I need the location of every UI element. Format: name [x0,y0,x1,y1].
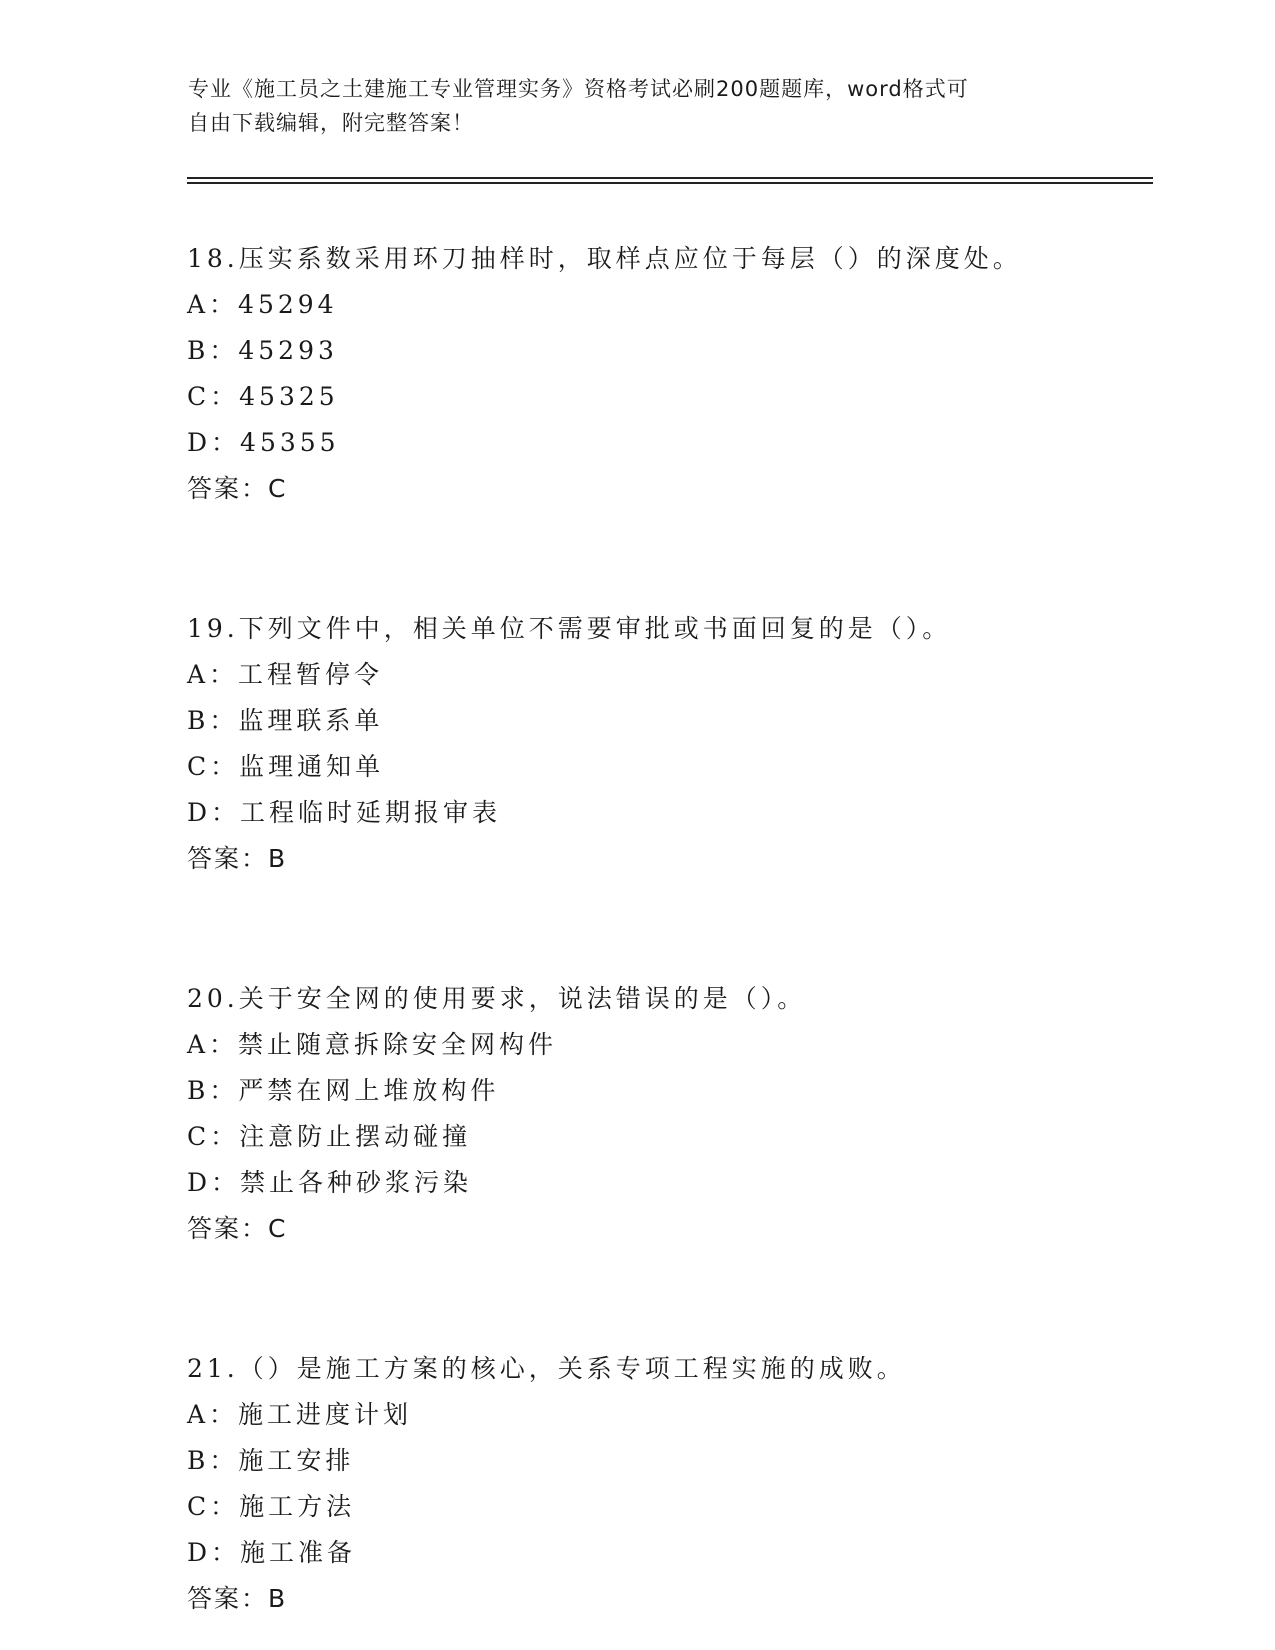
option-d: D：45355 [187,428,340,457]
question-21 [187,1346,1147,1622]
option-d: D：施工准备 [187,1538,357,1567]
option-a: A：禁止随意拆除安全网构件 [187,1030,558,1059]
header-line-2: 自由下载编辑，附完整答案！ [188,111,474,135]
question-title: 18.压实系数采用环刀抽样时，取样点应位于每层（）的深度处。 [187,244,1022,273]
question-19 [187,606,1147,882]
option-b: B：45293 [187,336,338,365]
question-list [187,236,1147,1622]
option-a: A：施工进度计划 [187,1400,413,1429]
header-rule-bottom [187,182,1153,184]
option-c: C：施工方法 [187,1492,356,1521]
question-18 [187,236,1147,512]
option-c: C：45325 [187,382,339,411]
option-a: A：工程暂停令 [187,660,384,689]
question-20 [187,976,1147,1252]
document-header [188,72,1088,140]
option-b: B：监理联系单 [187,706,384,735]
question-title: 21.（）是施工方案的核心，关系专项工程实施的成败。 [187,1354,906,1383]
option-a: A：45294 [187,290,338,319]
option-c: C：监理通知单 [187,752,385,781]
answer: 答案：C [187,474,288,503]
option-d: D：工程临时延期报审表 [187,798,502,827]
answer: 答案：B [187,1584,288,1613]
header-rule-top [187,177,1153,179]
option-d: D：禁止各种砂浆污染 [187,1168,473,1197]
header-line-1: 专业《施工员之土建施工专业管理实务》资格考试必刷200题题库，word格式可 [188,77,969,101]
option-b: B：施工安排 [187,1446,355,1475]
question-title: 19.下列文件中，相关单位不需要审批或书面回复的是（）。 [187,614,952,643]
answer: 答案：C [187,1214,288,1243]
option-c: C：注意防止摆动碰撞 [187,1122,472,1151]
answer: 答案：B [187,844,288,873]
question-title: 20.关于安全网的使用要求，说法错误的是（）。 [187,984,807,1013]
option-b: B：严禁在网上堆放构件 [187,1076,500,1105]
